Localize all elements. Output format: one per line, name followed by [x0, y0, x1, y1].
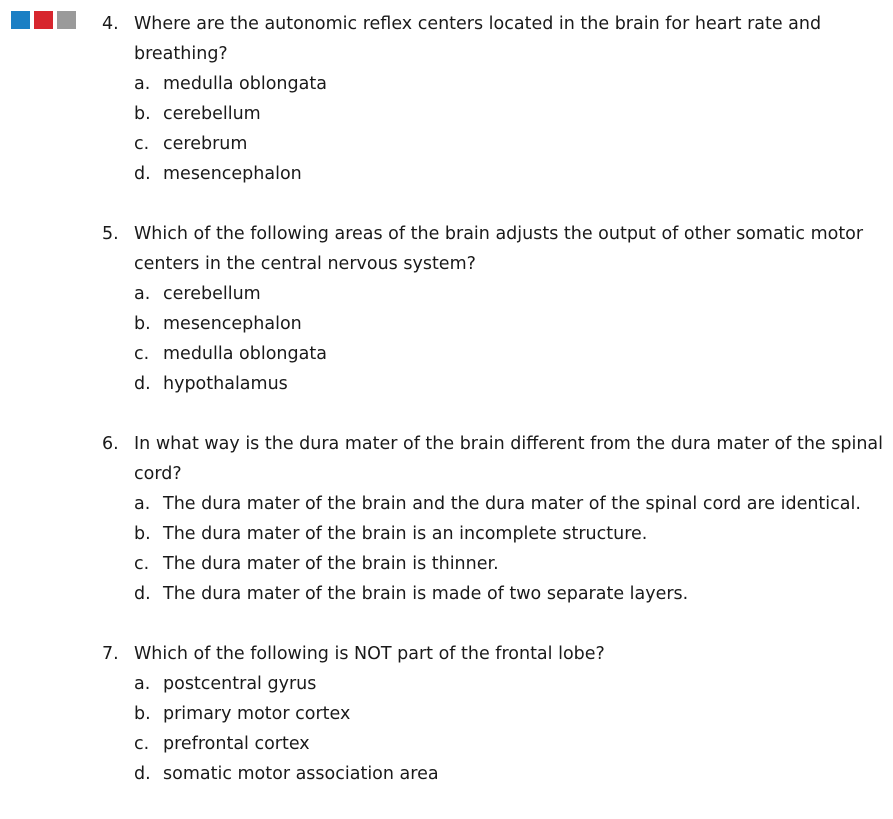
answer-option-d — [102, 759, 887, 789]
option-letter: c. — [134, 734, 150, 754]
option-letter: d. — [134, 584, 151, 604]
option-text: mesencephalon — [163, 314, 302, 334]
question-number: 6. — [102, 434, 119, 454]
question-text: Where are the autonomic reflex centers located in the brain for heart rate and breathing? — [134, 14, 822, 64]
option-letter: c. — [134, 344, 150, 364]
answer-option-b — [102, 309, 887, 339]
answer-option-a — [102, 489, 887, 519]
answer-option-c — [102, 549, 887, 579]
answer-option-a — [102, 279, 887, 309]
question-text: Which of the following is NOT part of the frontal lobe? — [134, 644, 605, 664]
question-4 — [102, 9, 887, 189]
option-text: cerebrum — [163, 134, 248, 154]
answer-option-b — [102, 699, 887, 729]
option-text: cerebellum — [163, 104, 261, 124]
option-text: postcentral gyrus — [163, 674, 317, 694]
option-text: hypothalamus — [163, 374, 288, 394]
section-marker — [11, 11, 76, 29]
option-text: medulla oblongata — [163, 344, 327, 364]
option-text: prefrontal cortex — [163, 734, 310, 754]
question-header — [102, 219, 887, 279]
question-header — [102, 9, 887, 69]
option-text: The dura mater of the brain and the dura mater of the spinal cord are identical. — [163, 494, 861, 514]
answer-option-b — [102, 99, 887, 129]
question-number: 5. — [102, 224, 119, 244]
option-letter: c. — [134, 554, 150, 574]
blue-marker-square — [11, 11, 30, 29]
option-text: The dura mater of the brain is made of two separate layers. — [163, 584, 689, 604]
red-marker-square — [34, 11, 53, 29]
answer-option-a — [102, 669, 887, 699]
option-letter: d. — [134, 164, 151, 184]
option-text: somatic motor association area — [163, 764, 439, 784]
option-text: The dura mater of the brain is an incomplete structure. — [163, 524, 648, 544]
question-number: 4. — [102, 14, 119, 34]
question-header — [102, 429, 887, 489]
answer-option-c — [102, 339, 887, 369]
answer-option-c — [102, 129, 887, 159]
question-6 — [102, 429, 887, 609]
option-text: primary motor cortex — [163, 704, 351, 724]
question-list — [102, 9, 887, 819]
option-letter: c. — [134, 134, 150, 154]
option-letter: a. — [134, 494, 151, 514]
question-header — [102, 639, 887, 669]
option-letter: b. — [134, 314, 151, 334]
option-letter: a. — [134, 74, 151, 94]
option-letter: a. — [134, 284, 151, 304]
option-text: mesencephalon — [163, 164, 302, 184]
answer-option-d — [102, 579, 887, 609]
option-text: The dura mater of the brain is thinner. — [163, 554, 499, 574]
option-text: medulla oblongata — [163, 74, 327, 94]
option-letter: b. — [134, 704, 151, 724]
question-number: 7. — [102, 644, 119, 664]
answer-option-c — [102, 729, 887, 759]
question-7 — [102, 639, 887, 789]
option-letter: b. — [134, 524, 151, 544]
question-text: In what way is the dura mater of the brain different from the dura mater of the spinal cord? — [134, 434, 884, 484]
gray-marker-square — [57, 11, 76, 29]
answer-option-d — [102, 369, 887, 399]
option-letter: a. — [134, 674, 151, 694]
answer-option-b — [102, 519, 887, 549]
question-text: Which of the following areas of the brain adjusts the output of other somatic motor centers in the central nervous system? — [134, 224, 864, 274]
question-5 — [102, 219, 887, 399]
answer-option-a — [102, 69, 887, 99]
option-text: cerebellum — [163, 284, 261, 304]
option-letter: b. — [134, 104, 151, 124]
option-letter: d. — [134, 374, 151, 394]
option-letter: d. — [134, 764, 151, 784]
answer-option-d — [102, 159, 887, 189]
